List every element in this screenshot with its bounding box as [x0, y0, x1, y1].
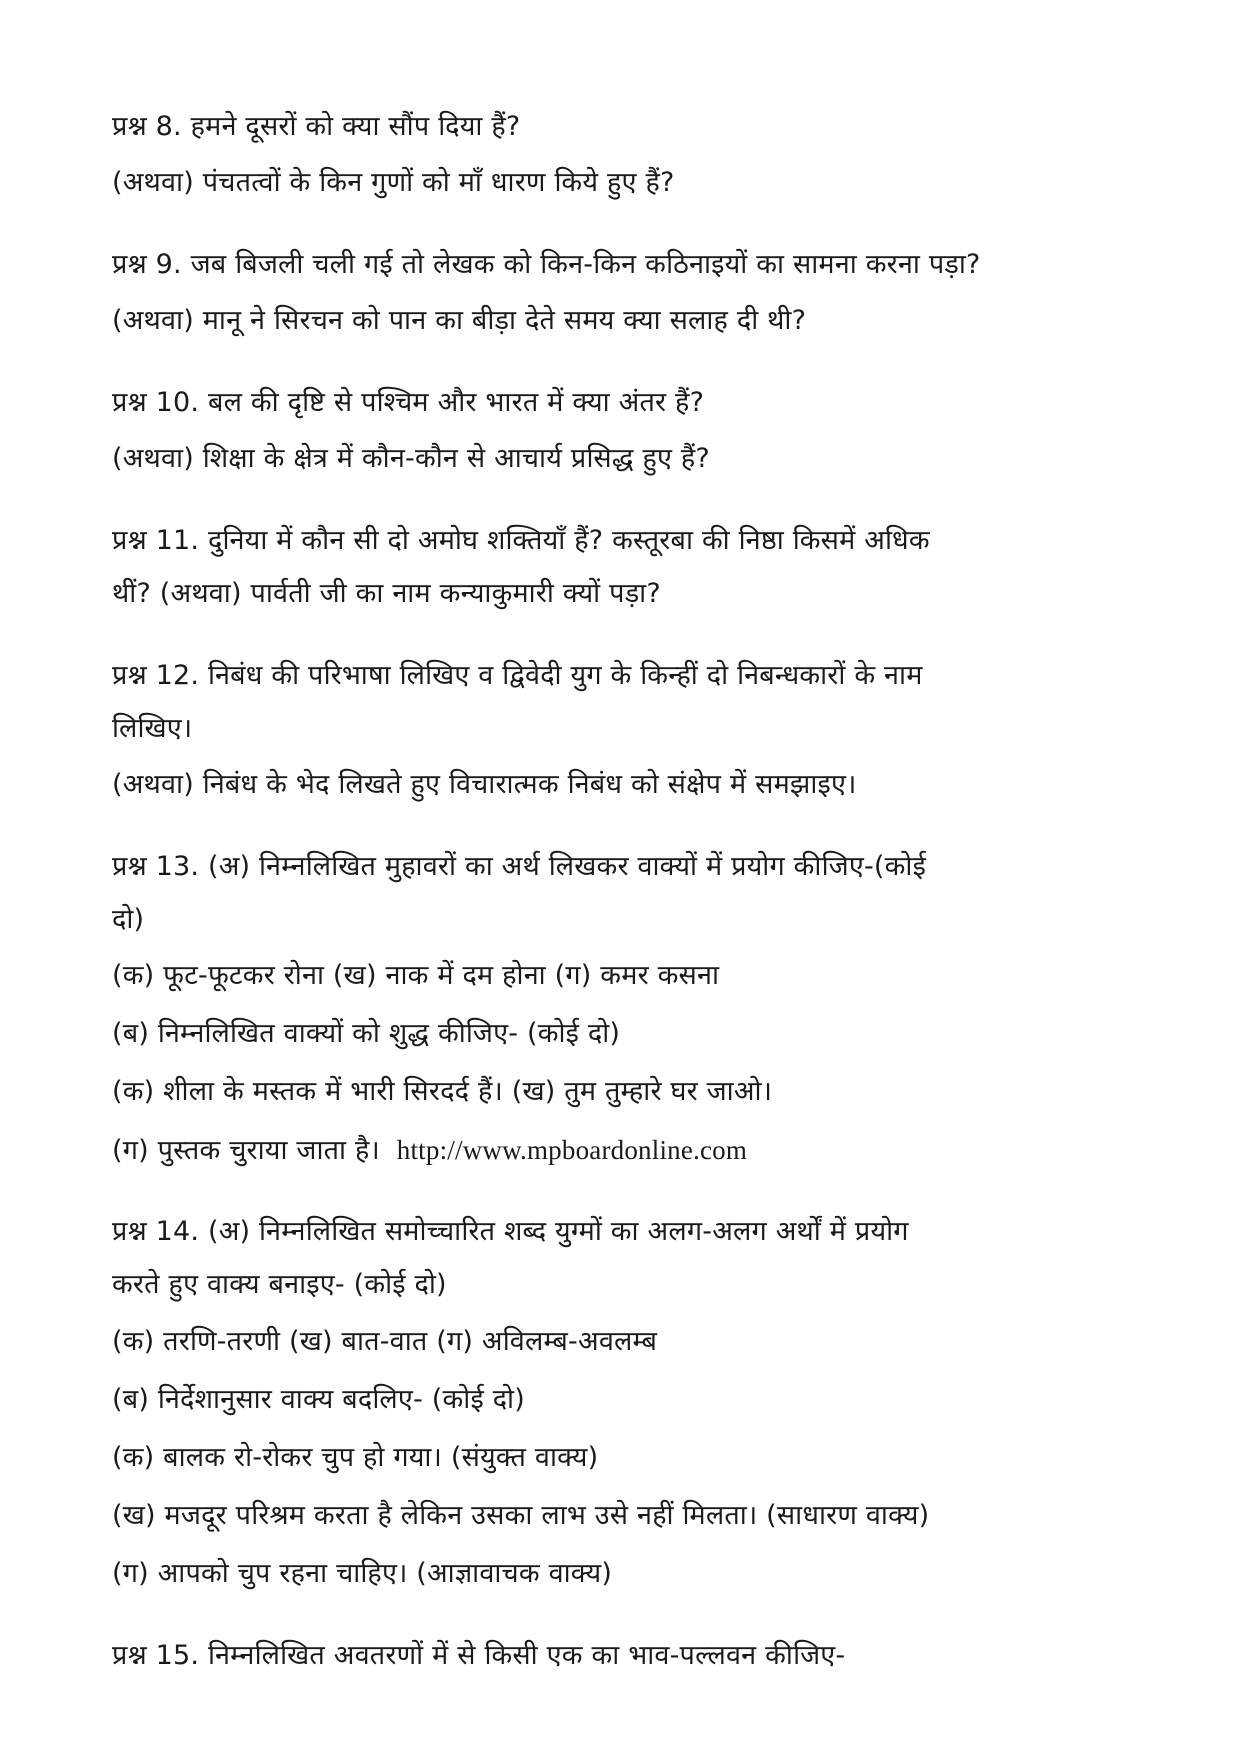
- question-14-sentence-kh: (ख) मजदूर परिश्रम करता है लेकिन उसका लाभ उसे नहीं मिलता। (साधारण वाक्य): [112, 1500, 930, 1531]
- question-12-text: प्रश्न 12. निबंध की परिभाषा लिखिए व द्विवेदी युग के किन्हीं दो निबन्धकारों के नाम: [112, 660, 923, 691]
- watermark-url: http://www.mpboardonline.com: [396, 1135, 748, 1165]
- question-9-alternative: (अथवा) मानू ने सिरचन को पान का बीड़ा देते समय क्या सलाह दी थी?: [112, 305, 807, 336]
- question-13-sentence-g: [112, 1130, 1132, 1171]
- question-14-sentence-k: (क) बालक रो-रोकर चुप हो गया। (संयुक्त वाक्य): [112, 1442, 599, 1473]
- question-13-text: प्रश्न 13. (अ) निम्नलिखित मुहावरों का अर्थ लिखकर वाक्यों में प्रयोग कीजिए-(कोई: [112, 851, 927, 882]
- question-14-sentence-g: (ग) आपको चुप रहना चाहिए। (आज्ञावाचक वाक्य): [112, 1558, 613, 1589]
- question-14-text: प्रश्न 14. (अ) निम्नलिखित समोच्चारित शब्द युग्मों का अलग-अलग अर्थों में प्रयोग: [112, 1216, 909, 1247]
- question-12-alternative: (अथवा) निबंध के भेद लिखते हुए विचारात्मक निबंध को संक्षेप में समझाइए।: [112, 769, 857, 800]
- question-14-part-b: (ब) निर्देशानुसार वाक्य बदलिए- (कोई दो): [112, 1384, 525, 1415]
- question-13-part-b: (ब) निम्नलिखित वाक्यों को शुद्ध कीजिए- (कोई दो): [112, 1018, 621, 1049]
- question-12-text-continued: लिखिए।: [112, 713, 193, 744]
- question-14-text-continued: करते हुए वाक्य बनाइए- (कोई दो): [112, 1269, 447, 1300]
- question-11-text: प्रश्न 11. दुनिया में कौन सी दो अमोघ शक्तियाँ हैं? कस्तूरबा की निष्ठा किसमें अधिक: [112, 525, 930, 556]
- question-8-alternative: (अथवा) पंचतत्वों के किन गुणों को माँ धारण किये हुए हैं?: [112, 167, 675, 198]
- question-8-text: प्रश्न 8. हमने दूसरों को क्या सौंप दिया हैं?: [112, 111, 521, 142]
- question-13-idioms: (क) फूट-फूटकर रोना (ख) नाक में दम होना (ग) कमर कसना: [112, 960, 720, 991]
- question-10-alternative: (अथवा) शिक्षा के क्षेत्र में कौन-कौन से आचार्य प्रसिद्ध हुए हैं?: [112, 443, 710, 474]
- question-13-sentence-g-text: (ग) पुस्तक चुराया जाता है।: [112, 1135, 380, 1166]
- question-10-text: प्रश्न 10. बल की दृष्टि से पश्चिम और भारत में क्या अंतर हैं?: [112, 387, 705, 418]
- question-15-text: प्रश्न 15. निम्नलिखित अवतरणों में से किसी एक का भाव-पल्लवन कीजिए-: [112, 1640, 846, 1671]
- question-14-word-pairs: (क) तरणि-तरणी (ख) बात-वात (ग) अविलम्ब-अवलम्ब: [112, 1326, 658, 1357]
- question-13-sentences: (क) शीला के मस्तक में भारी सिरदर्द हैं। (ख) तुम तुम्हारे घर जाओ।: [112, 1076, 773, 1107]
- question-11-text-continued: थीं? (अथवा) पार्वती जी का नाम कन्याकुमारी क्यों पड़ा?: [112, 578, 661, 609]
- question-13-text-continued: दो): [112, 904, 145, 935]
- question-9-text: प्रश्न 9. जब बिजली चली गई तो लेखक को किन-किन कठिनाइयों का सामना करना पड़ा?: [112, 249, 981, 280]
